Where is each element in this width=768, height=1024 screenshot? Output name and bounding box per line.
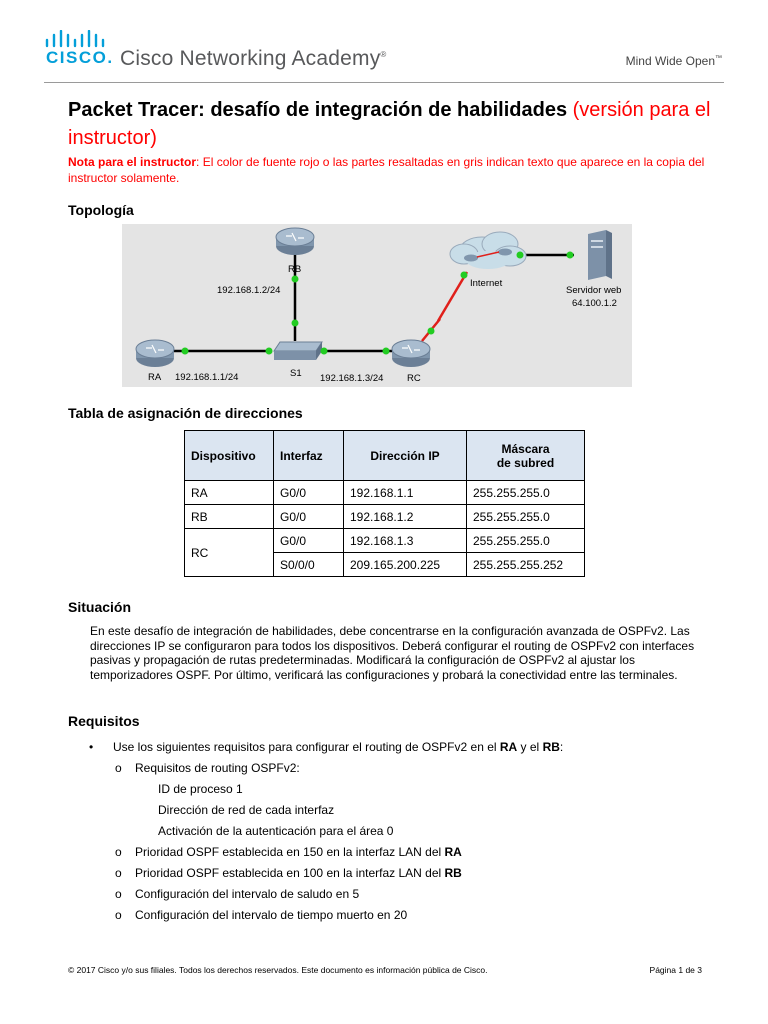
- requirement-subitem: Configuración del intervalo de tiempo muerto en 20: [135, 908, 408, 922]
- table-header-row: [185, 431, 585, 481]
- router-ra-icon: [136, 340, 174, 367]
- address-table-heading: Tabla de asignación de direcciones: [68, 405, 303, 421]
- bullet-icon: •: [89, 740, 94, 754]
- requirement-detail: Dirección de red de cada interfaz: [158, 803, 335, 817]
- label-rb: RB: [288, 264, 302, 275]
- academy-name: Cisco Networking Academy®: [120, 47, 387, 70]
- label-s1: S1: [290, 368, 302, 379]
- switch-s1-icon: [274, 342, 322, 360]
- tagline: Mind Wide Open™: [625, 54, 722, 68]
- sub-bullet-icon: o: [115, 887, 122, 901]
- requirement-subitem: Prioridad OSPF establecida en 150 en la interfaz LAN del RA: [135, 845, 462, 859]
- col-device: Dispositivo: [185, 431, 274, 481]
- sub-bullet-icon: o: [115, 761, 122, 775]
- label-server: Servidor web: [566, 285, 622, 296]
- label-server-ip: 64.100.1.2: [572, 298, 617, 309]
- web-server-icon: [588, 230, 612, 280]
- page-number: Página 1 de 3: [649, 965, 702, 975]
- table-row: RB G0/0 192.168.1.2 255.255.255.0: [185, 505, 585, 529]
- topology-diagram: [122, 224, 632, 387]
- page-header: [0, 0, 768, 82]
- requirement-subitem: Requisitos de routing OSPFv2:: [135, 761, 300, 775]
- label-ra-ip: 192.168.1.1/24: [175, 372, 239, 383]
- sub-bullet-icon: o: [115, 908, 122, 922]
- table-row: RC G0/0 192.168.1.3 255.255.255.0: [185, 529, 585, 553]
- copyright: © 2017 Cisco y/o sus filiales. Todos los derechos reservados. Este documento es información pública de Cisco.: [68, 965, 488, 975]
- page-title: Packet Tracer: desafío de integración de habilidades (versión para el instructor): [68, 99, 711, 149]
- cisco-logo-icon: [44, 30, 116, 48]
- cisco-logo-word: CISCO.: [46, 48, 114, 67]
- instructor-note: Nota para el instructor: El color de fuente rojo o las partes resaltadas en gris indican texto que aparece en la copia del instructor solamente.: [68, 155, 705, 185]
- label-internet: Internet: [470, 278, 503, 289]
- topology-heading: Topología: [68, 202, 134, 218]
- label-rc-ip: 192.168.1.3/24: [320, 373, 384, 384]
- title-instructor-version: (versión para el instructor): [68, 99, 711, 149]
- situation-heading: Situación: [68, 599, 132, 615]
- col-mask: Máscara de subred: [467, 431, 585, 481]
- sub-bullet-icon: o: [115, 866, 122, 880]
- header-divider: [44, 82, 724, 83]
- address-table: [184, 430, 585, 577]
- requirement-item: Use los siguientes requisitos para configurar el routing de OSPFv2 en el RA y el RB:: [113, 740, 564, 754]
- situation-text: En este desafío de integración de habilidades, debe concentrarse en la configuración avanzada de OSPFv2. Las direcciones IP se configuraron para todos los dispositivos. Deberá configurar el routing de OSPFv2 con interfaces pasivas y propagación de rutas predeterminadas. Modificará la configuración de OSPFv2 al ajustar los temporizadores OSPF. Por último, verificará las configuraciones y probará la conectividad entre las terminales.: [90, 624, 695, 682]
- internet-cloud-icon: [450, 232, 526, 269]
- table-row: RA G0/0 192.168.1.1 255.255.255.0: [185, 481, 585, 505]
- col-interface: Interfaz: [274, 431, 344, 481]
- label-rc: RC: [407, 373, 421, 384]
- label-ra: RA: [148, 372, 162, 383]
- label-rb-ip: 192.168.1.2/24: [217, 285, 281, 296]
- table-row: S0/0/0 209.165.200.225 255.255.255.252: [185, 553, 585, 577]
- col-ip: Dirección IP: [344, 431, 467, 481]
- router-rc-icon: [392, 340, 430, 367]
- requirement-subitem: Configuración del intervalo de saludo en 5: [135, 887, 360, 901]
- requirements-heading: Requisitos: [68, 713, 140, 729]
- requirement-detail: Activación de la autenticación para el área 0: [158, 824, 394, 838]
- requirement-detail: ID de proceso 1: [158, 782, 243, 796]
- router-rb-icon: [276, 228, 314, 255]
- sub-bullet-icon: o: [115, 845, 122, 859]
- requirement-subitem: Prioridad OSPF establecida en 100 en la interfaz LAN del RB: [135, 866, 462, 880]
